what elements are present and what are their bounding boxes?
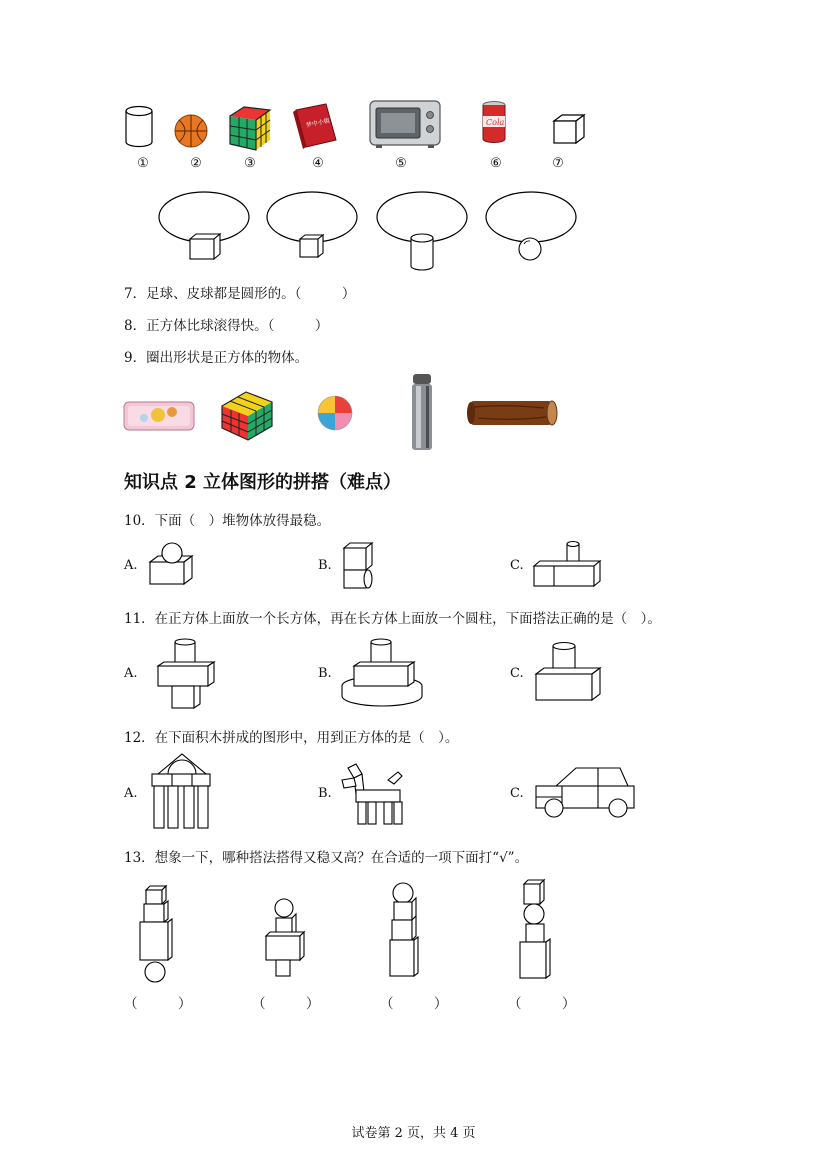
q13-stack-1[interactable] [136, 884, 178, 988]
question-7: 7．足球、皮球都是圆形的。（ ） [124, 286, 356, 302]
cube-icon [552, 113, 586, 145]
question-9: 9．圈出形状是正方体的物体。 [124, 350, 309, 366]
microwave-icon [368, 99, 442, 151]
rubiks-cube-icon [226, 104, 274, 152]
basketball-icon [174, 114, 210, 150]
section-title: 知识点 2 立体图形的拼搭（难点） [124, 472, 402, 493]
sorting-oval-sphere[interactable] [486, 190, 584, 266]
item-number-3: ③ [244, 156, 256, 171]
q12-figure-a-castle[interactable] [148, 752, 216, 832]
sorting-oval-cube[interactable] [266, 190, 364, 266]
q12-option-b[interactable]: B. [318, 786, 332, 801]
item-number-4: ④ [312, 156, 324, 171]
q11-figure-c[interactable] [532, 640, 602, 704]
sorting-oval-cuboid[interactable] [156, 190, 254, 266]
q10-option-c[interactable]: C. [510, 558, 524, 573]
cylinder-icon [124, 104, 156, 152]
question-13: 13．想象一下，哪种搭法搭得又稳又高？在合适的一项下面打“√”。 [124, 850, 529, 866]
thermos-bottle-icon[interactable] [410, 372, 436, 454]
item-number-5: ⑤ [395, 156, 407, 171]
question-12: 12．在下面积木拼成的图形中，用到正方体的是（ ）。 [124, 730, 459, 746]
q11-figure-a[interactable] [156, 638, 220, 710]
book-cover-text: 梦中小镇 [305, 117, 331, 130]
q11-option-b[interactable]: B. [318, 666, 332, 681]
can-label-text: Cola [486, 118, 505, 127]
item-number-1: ① [137, 156, 149, 171]
q13-stack-3[interactable] [386, 882, 426, 980]
q11-option-a[interactable]: A. [124, 666, 138, 681]
q12-figure-c-car[interactable] [532, 766, 640, 822]
q10-figure-c[interactable] [532, 540, 602, 590]
book-icon [292, 102, 340, 152]
item-number-6: ⑥ [490, 156, 502, 171]
rubiks-cube-2-icon[interactable] [218, 388, 276, 442]
q12-figure-b-animal[interactable] [340, 762, 406, 828]
item-number-7: ⑦ [552, 156, 564, 171]
page-footer: 试卷第 2 页，共 4 页 [351, 1126, 476, 1141]
q12-option-a[interactable]: A. [124, 786, 138, 801]
sorting-oval-cylinder[interactable] [376, 190, 474, 274]
q12-option-c[interactable]: C. [510, 786, 524, 801]
cola-can-icon [480, 100, 510, 146]
item-number-2: ② [190, 156, 202, 171]
q11-figure-b[interactable] [340, 638, 426, 710]
question-8: 8．正方体比球滚得快。（ ） [124, 318, 329, 334]
q13-answer-blank-1[interactable]: （ ） [124, 996, 192, 1012]
log-icon[interactable] [464, 398, 558, 428]
q10-option-a[interactable]: A. [124, 558, 138, 573]
pencil-case-icon[interactable] [122, 398, 196, 434]
q13-answer-blank-4[interactable]: （ ） [508, 996, 576, 1012]
question-10: 10．下面（ ）堆物体放得最稳。 [124, 513, 331, 529]
q13-stack-4[interactable] [516, 878, 556, 982]
q11-option-c[interactable]: C. [510, 666, 524, 681]
q13-stack-2[interactable] [262, 898, 308, 980]
beach-ball-icon[interactable] [316, 394, 356, 434]
q10-figure-a[interactable] [148, 540, 198, 588]
q10-option-b[interactable]: B. [318, 558, 332, 573]
q13-answer-blank-2[interactable]: （ ） [252, 996, 320, 1012]
question-11: 11．在正方体上面放一个长方体，再在长方体上面放一个圆柱，下面搭法正确的是（ ）。 [124, 611, 661, 627]
q13-answer-blank-3[interactable]: （ ） [380, 996, 448, 1012]
q10-figure-b[interactable] [340, 540, 380, 590]
